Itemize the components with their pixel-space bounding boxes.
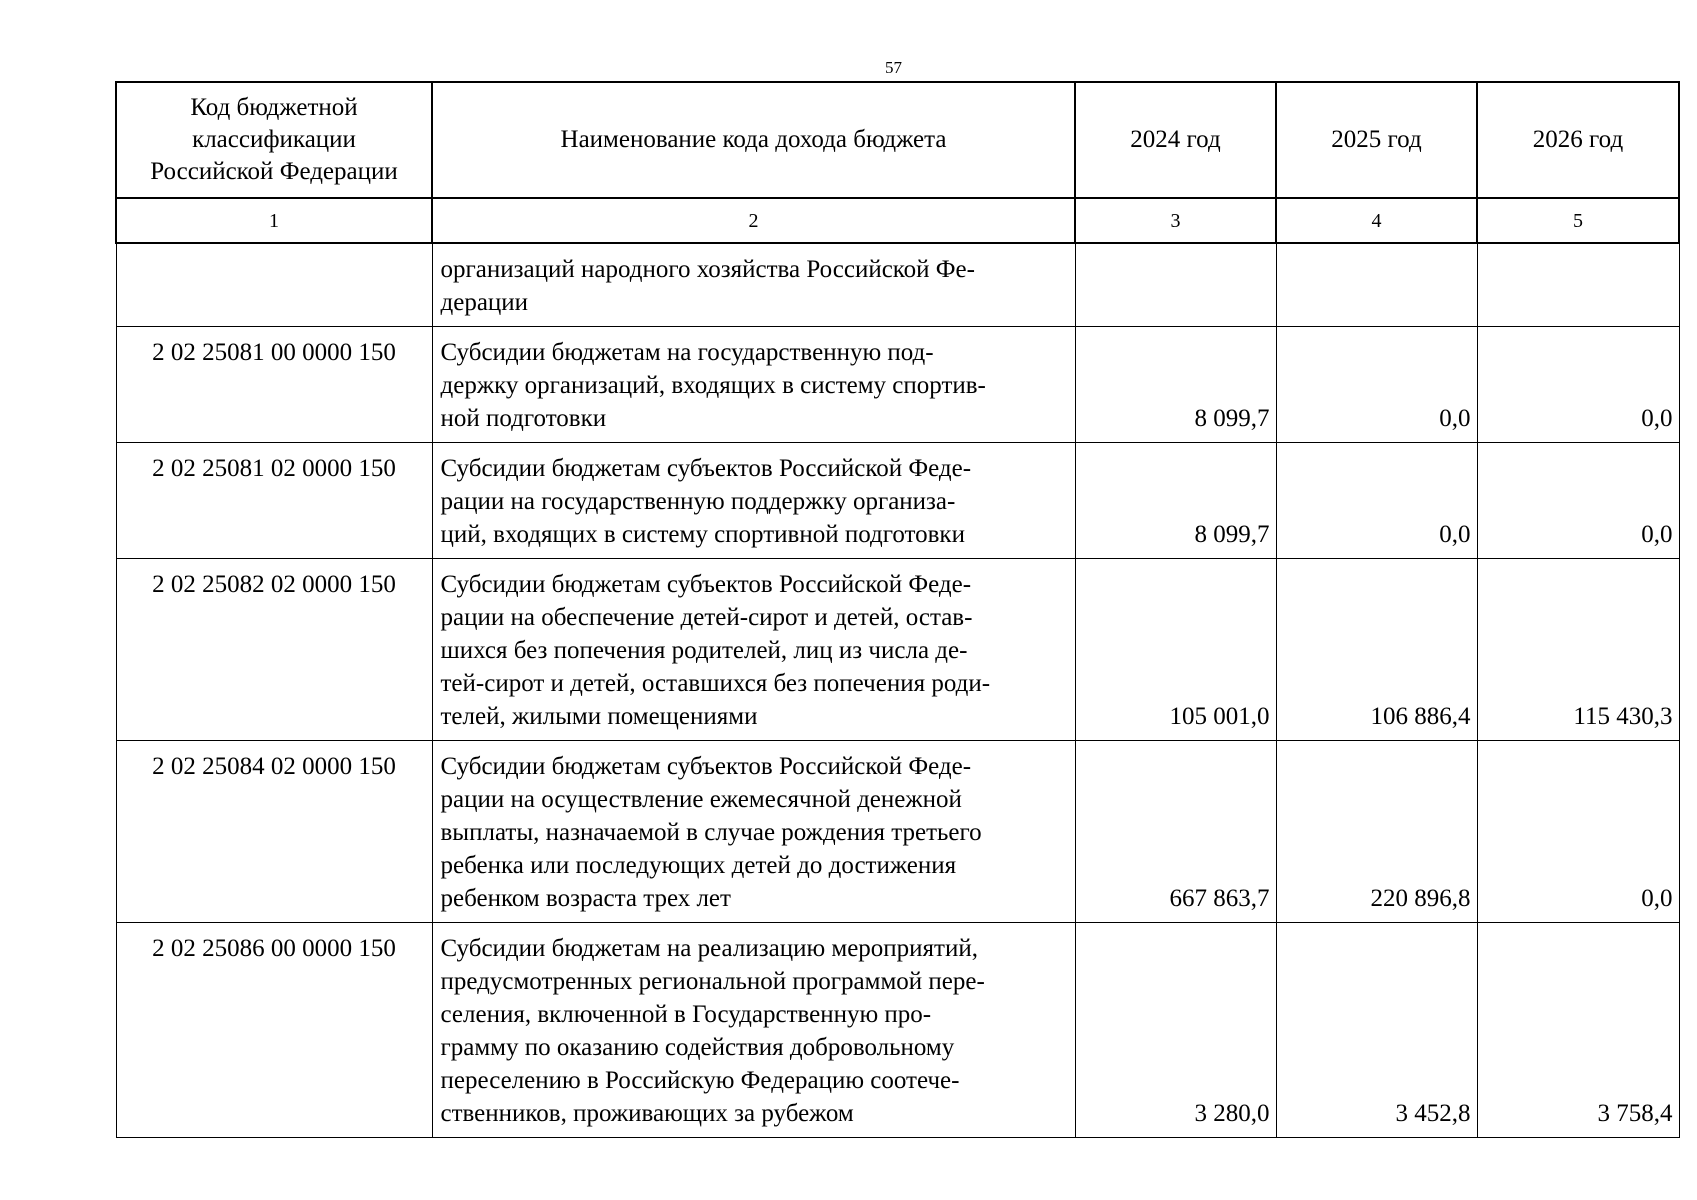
column-number: 2 xyxy=(432,198,1075,243)
cell-y2025: 220 896,8 xyxy=(1276,741,1477,923)
cell-y2024 xyxy=(1075,243,1276,327)
cell-y2026: 0,0 xyxy=(1477,741,1679,923)
cell-name-line: Субсидии бюджетам на государственную под- xyxy=(440,339,934,366)
cell-code: 2 02 25084 02 0000 150 xyxy=(116,741,432,923)
cell-name-line: ребенка или последующих детей до достижения xyxy=(440,852,957,879)
cell-name xyxy=(432,327,1075,443)
cell-name-line: рации на осуществление ежемесячной денежной xyxy=(440,786,962,813)
header-2026: 2026 год xyxy=(1477,82,1679,198)
cell-y2024: 105 001,0 xyxy=(1075,559,1276,741)
cell-name-line: Субсидии бюджетам субъектов Российской Феде- xyxy=(440,753,972,780)
cell-name-line: селения, включенной в Государственную про- xyxy=(440,1001,932,1028)
table-header-row xyxy=(116,82,1679,198)
column-number-row xyxy=(116,198,1679,243)
cell-name-line: тей-сирот и детей, оставшихся без попечения роди- xyxy=(440,670,991,697)
column-number: 1 xyxy=(116,198,432,243)
header-name: Наименование кода дохода бюджета xyxy=(432,82,1075,198)
cell-y2024: 667 863,7 xyxy=(1075,741,1276,923)
cell-name xyxy=(432,559,1075,741)
cell-y2026 xyxy=(1477,243,1679,327)
cell-name-line: Субсидии бюджетам субъектов Российской Феде- xyxy=(440,571,972,598)
page-number: 57 xyxy=(885,58,902,77)
cell-name-line: телей, жилыми помещениями xyxy=(440,703,758,730)
cell-name-line: выплаты, назначаемой в случае рождения третьего xyxy=(440,819,982,846)
cell-name-line: Субсидии бюджетам на реализацию мероприятий, xyxy=(440,935,978,962)
cell-code xyxy=(116,243,432,327)
header-code-line: классификации xyxy=(192,126,356,153)
table-row xyxy=(116,327,1679,443)
cell-code: 2 02 25086 00 0000 150 xyxy=(116,923,432,1138)
cell-name-line: переселению в Российскую Федерацию соотече- xyxy=(440,1067,960,1094)
cell-name xyxy=(432,243,1075,327)
cell-y2026: 0,0 xyxy=(1477,327,1679,443)
cell-y2026: 0,0 xyxy=(1477,443,1679,559)
cell-name-line: ребенком возраста трех лет xyxy=(440,885,731,912)
cell-name-line: ций, входящих в систему спортивной подготовки xyxy=(440,521,965,548)
cell-name-line: организаций народного хозяйства Российской Фе- xyxy=(440,256,975,283)
column-number: 5 xyxy=(1477,198,1679,243)
header-code-line: Код бюджетной xyxy=(190,94,358,121)
cell-name-line: ственников, проживающих за рубежом xyxy=(440,1100,854,1127)
cell-name-line: рации на обеспечение детей-сирот и детей, остав- xyxy=(440,604,973,631)
cell-y2025: 0,0 xyxy=(1276,443,1477,559)
cell-y2025: 106 886,4 xyxy=(1276,559,1477,741)
table-row xyxy=(116,243,1679,327)
cell-code: 2 02 25081 02 0000 150 xyxy=(116,443,432,559)
budget-revenue-table xyxy=(115,81,1680,1138)
cell-name-line: рации на государственную поддержку организа- xyxy=(440,488,956,515)
cell-code: 2 02 25081 00 0000 150 xyxy=(116,327,432,443)
cell-y2026: 3 758,4 xyxy=(1477,923,1679,1138)
cell-y2025: 0,0 xyxy=(1276,327,1477,443)
column-number: 4 xyxy=(1276,198,1477,243)
table-row xyxy=(116,559,1679,741)
cell-y2025: 3 452,8 xyxy=(1276,923,1477,1138)
cell-code: 2 02 25082 02 0000 150 xyxy=(116,559,432,741)
cell-y2024: 8 099,7 xyxy=(1075,443,1276,559)
cell-name xyxy=(432,923,1075,1138)
cell-name-line: держку организаций, входящих в систему спортив- xyxy=(440,372,986,399)
cell-y2026: 115 430,3 xyxy=(1477,559,1679,741)
table-row xyxy=(116,741,1679,923)
cell-y2024: 8 099,7 xyxy=(1075,327,1276,443)
cell-name xyxy=(432,443,1075,559)
table-row xyxy=(116,443,1679,559)
table-body xyxy=(116,243,1679,1138)
cell-name-line: грамму по оказанию содействия добровольному xyxy=(440,1034,955,1061)
cell-name-line: ной подготовки xyxy=(440,405,607,432)
cell-name-line: шихся без попечения родителей, лиц из числа де- xyxy=(440,637,968,664)
table-row xyxy=(116,923,1679,1138)
header-2025: 2025 год xyxy=(1276,82,1477,198)
cell-name xyxy=(432,741,1075,923)
header-code xyxy=(116,82,432,198)
cell-name-line: дерации xyxy=(440,289,529,316)
header-code-line: Российской Федерации xyxy=(150,158,398,185)
cell-name-line: предусмотренных региональной программой пере- xyxy=(440,968,985,995)
cell-y2024: 3 280,0 xyxy=(1075,923,1276,1138)
cell-y2025 xyxy=(1276,243,1477,327)
column-number: 3 xyxy=(1075,198,1276,243)
cell-name-line: Субсидии бюджетам субъектов Российской Феде- xyxy=(440,455,972,482)
header-2024: 2024 год xyxy=(1075,82,1276,198)
